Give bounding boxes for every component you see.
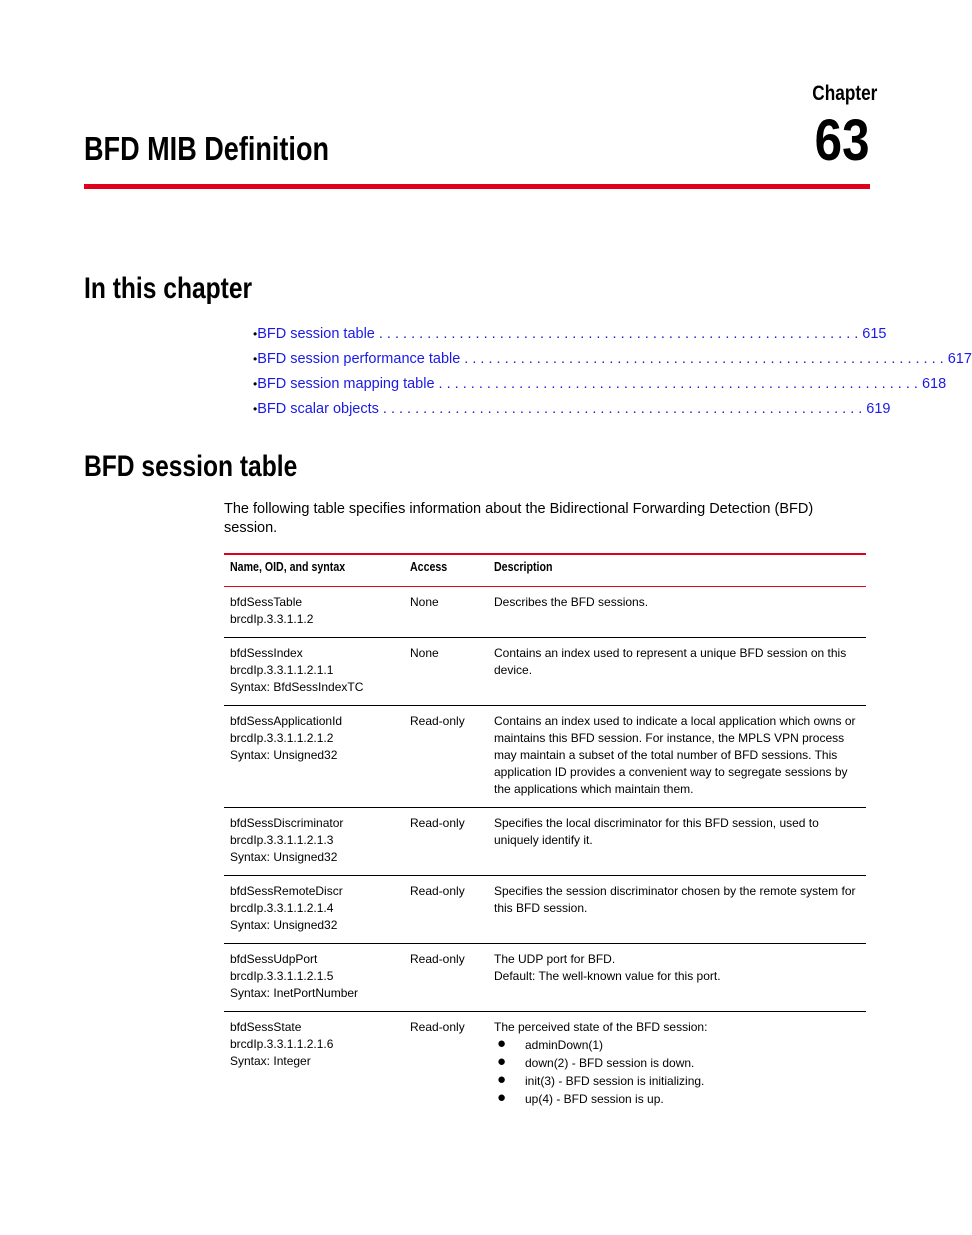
object-syntax: Syntax: Unsigned32: [230, 850, 338, 864]
cell-access: Read-only: [410, 714, 465, 728]
object-syntax: Syntax: BfdSessIndexTC: [230, 680, 364, 694]
cell-description: [488, 1012, 866, 1118]
chapter-title: BFD MIB Definition: [84, 130, 330, 167]
object-syntax: Syntax: Integer: [230, 1054, 311, 1068]
cell-name: [224, 1012, 404, 1118]
cell-description: [488, 587, 866, 638]
cell-name: [224, 638, 404, 706]
cell-access: Read-only: [410, 884, 465, 898]
toc-page[interactable]: 618: [921, 375, 947, 392]
bullet-icon: ●: [497, 1071, 507, 1088]
bullet-icon: •: [253, 376, 258, 391]
cell-description: [488, 808, 866, 876]
toc-page[interactable]: 619: [866, 400, 891, 417]
dot-leader: . . . . . . . . . . . . . . . . . . . . . . . . . . . . . . . . . . . . . . . . . . . . . . . . . . . . . . . . . . . .: [378, 325, 859, 342]
description-text: Contains an index used to represent a unique BFD session on this device.: [494, 646, 847, 677]
description-text: The UDP port for BFD.: [494, 952, 616, 966]
title-rule: [84, 184, 870, 189]
description-text: Specifies the session discriminator chosen by the remote system for this BFD session.: [494, 884, 856, 915]
cell-name: [224, 587, 404, 638]
bullet-icon: ●: [497, 1035, 507, 1052]
object-oid: brcdIp.3.3.1.1.2.1.3: [230, 833, 334, 847]
toc-link[interactable]: BFD session performance table: [257, 350, 461, 367]
list-item: ● init(3) - BFD session is initializing.: [494, 1072, 860, 1090]
table-row: [224, 638, 866, 706]
object-name: bfdSessDiscriminator: [230, 816, 344, 830]
list-item: ● up(4) - BFD session is up.: [494, 1090, 860, 1108]
cell-access: Read-only: [410, 1020, 465, 1034]
section-heading: BFD session table: [84, 450, 298, 483]
object-name: bfdSessRemoteDiscr: [230, 884, 343, 898]
bullet-icon: •: [253, 351, 258, 366]
bullet-icon: ●: [497, 1089, 507, 1106]
object-name: bfdSessState: [230, 1020, 302, 1034]
object-oid: brcdIp.3.3.1.1.2: [230, 612, 314, 626]
object-name: bfdSessUdpPort: [230, 952, 318, 966]
dot-leader: . . . . . . . . . . . . . . . . . . . . . . . . . . . . . . . . . . . . . . . . . . . . . . . . . . . . . . . . . . . .: [464, 350, 944, 367]
mib-table: [224, 553, 866, 1117]
table-row: [224, 808, 866, 876]
object-syntax: Syntax: Unsigned32: [230, 748, 338, 762]
object-oid: brcdIp.3.3.1.1.2.1.6: [230, 1037, 334, 1051]
column-header-access: Access: [410, 560, 448, 574]
list-item: ● down(2) - BFD session is down.: [494, 1054, 860, 1072]
toc-page[interactable]: 617: [947, 350, 972, 367]
dot-leader: . . . . . . . . . . . . . . . . . . . . . . . . . . . . . . . . . . . . . . . . . . . . . . . . . . . . . . . . . . . .: [438, 375, 918, 392]
cell-description: [488, 944, 866, 1012]
table-row: [224, 587, 866, 638]
list-item: ● adminDown(1): [494, 1036, 860, 1054]
table-row: [224, 876, 866, 944]
toc-link[interactable]: BFD scalar objects: [257, 400, 379, 417]
column-header-description: Description: [494, 560, 553, 574]
bullet-icon: •: [253, 401, 258, 416]
cell-name: [224, 944, 404, 1012]
object-name: bfdSessIndex: [230, 646, 303, 660]
cell-access: None: [410, 646, 439, 660]
toc-item[interactable]: [253, 321, 887, 346]
toc-item[interactable]: [253, 346, 972, 371]
state-list: [494, 1036, 860, 1108]
table-header-row: [224, 554, 866, 587]
object-oid: brcdIp.3.3.1.1.2.1.5: [230, 969, 334, 983]
chapter-label: Chapter: [811, 82, 877, 105]
bullet-icon: ●: [497, 1053, 507, 1070]
description-text: Describes the BFD sessions.: [494, 595, 649, 609]
description-text: Contains an index used to indicate a local application which owns or maintains this BFD session. For instance, the MPLS VPN process may maintain a subset of the total number of BFD sessions. This application ID provides a convenient way to segregate sessions by the applications which maintain them.: [494, 714, 856, 796]
cell-name: [224, 808, 404, 876]
description-default: Default: The well-known value for this port.: [494, 969, 721, 983]
object-oid: brcdIp.3.3.1.1.2.1.2: [230, 731, 334, 745]
cell-access: None: [410, 595, 439, 609]
table-row: [224, 706, 866, 808]
column-header-name: Name, OID, and syntax: [230, 560, 346, 574]
object-oid: brcdIp.3.3.1.1.2.1.4: [230, 901, 334, 915]
object-oid: brcdIp.3.3.1.1.2.1.1: [230, 663, 334, 677]
toc-list: [253, 321, 972, 421]
toc-page[interactable]: 615: [862, 325, 887, 342]
object-name: bfdSessTable: [230, 595, 303, 609]
cell-description: [488, 638, 866, 706]
object-syntax: Syntax: Unsigned32: [230, 918, 338, 932]
cell-name: [224, 876, 404, 944]
chapter-number: 63: [815, 108, 870, 173]
toc-heading: In this chapter: [84, 272, 253, 305]
dot-leader: . . . . . . . . . . . . . . . . . . . . . . . . . . . . . . . . . . . . . . . . . . . . . . . . . . . . . . . . . . . .: [382, 400, 863, 417]
cell-access: Read-only: [410, 952, 465, 966]
toc-item[interactable]: [253, 396, 891, 421]
description-text: Specifies the local discriminator for this BFD session, used to uniquely identify it.: [494, 816, 819, 847]
toc-link[interactable]: BFD session table: [257, 325, 375, 342]
cell-name: [224, 706, 404, 808]
description-text: The perceived state of the BFD session:: [494, 1020, 708, 1034]
bullet-icon: •: [253, 326, 258, 341]
cell-access: Read-only: [410, 816, 465, 830]
toc-link[interactable]: BFD session mapping table: [257, 375, 435, 392]
object-name: bfdSessApplicationId: [230, 714, 343, 728]
intro-paragraph: The following table specifies information about the Bidirectional Forwarding Detection (BFD) session.: [224, 501, 814, 536]
cell-description: [488, 876, 866, 944]
cell-description: [488, 706, 866, 808]
object-syntax: Syntax: InetPortNumber: [230, 986, 359, 1000]
toc-item[interactable]: [253, 371, 947, 396]
table-row: [224, 1012, 866, 1118]
table-row: [224, 944, 866, 1012]
